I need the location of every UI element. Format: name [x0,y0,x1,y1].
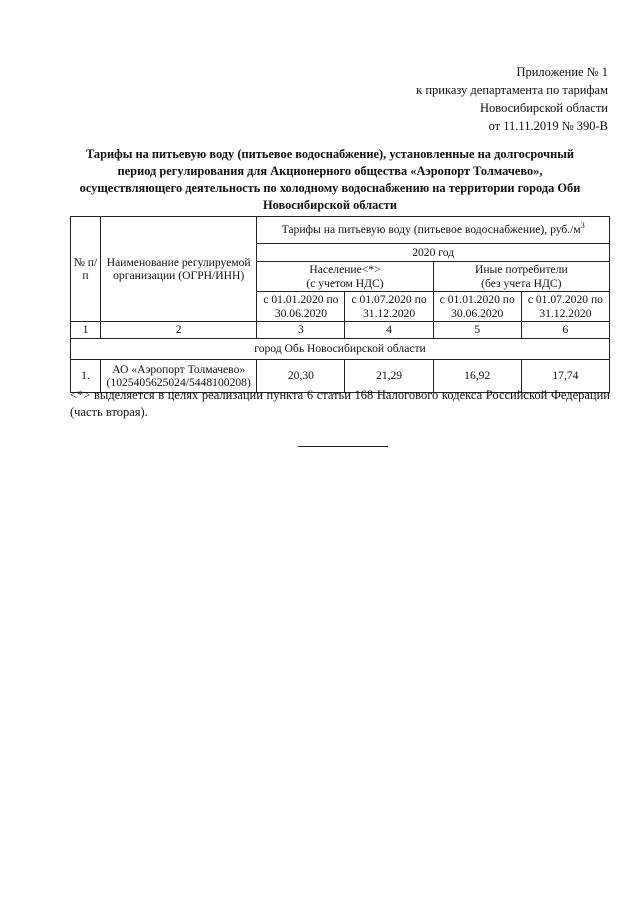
column-number: 2 [101,322,257,339]
header-tariff-text: Тарифы на питьевую воду (питьевое водоснабжение), руб./м [281,223,581,237]
header-period: с 01.01.2020 по 30.06.2020 [257,292,345,322]
header-tariff [257,217,610,244]
header-population-sub: (с учетом НДС) [306,276,384,290]
title-line: Тарифы на питьевую воду (питьевое водоснабжение), установленные на долгосрочный [85,147,575,161]
column-number: 5 [433,322,521,339]
tariff-value: 16,92 [433,360,521,393]
header-population [257,262,433,292]
column-number: 6 [521,322,609,339]
section-row: город Обь Новосибирской области [71,339,610,360]
tariff-value: 21,29 [345,360,433,393]
column-number: 3 [257,322,345,339]
org-name: АО «Аэропорт Толмачево» [112,362,246,376]
header-period: с 01.07.2020 по 31.12.2020 [521,292,609,322]
title-line: осуществляющего деятельность по холодному водоснабжению на территории города Оби [79,181,581,195]
header-no: № п/п [71,217,101,322]
header-period: с 01.01.2020 по 30.06.2020 [433,292,521,322]
header-year: 2020 год [257,244,610,262]
appendix-line: к приказу департамента по тарифам [416,83,608,97]
header-others-sub: (без учета НДС) [481,276,562,290]
header-others [433,262,609,292]
footnote: <*> выделяется в целях реализации пункта 6 статьи 168 Налогового кодекса Российской Федерации (часть вторая). [70,388,610,419]
appendix-line: от 11.11.2019 № 390-В [488,119,608,133]
title-line: период регулирования для Акционерного общества «Аэропорт Толмачево», [117,164,543,178]
header-period: с 01.07.2020 по 31.12.2020 [345,292,433,322]
column-number: 1 [71,322,101,339]
header-others-title: Иные потребители [474,263,568,276]
end-rule [298,446,388,447]
row-number: 1. [71,360,101,393]
column-number: 4 [345,322,433,339]
tariff-value: 17,74 [521,360,609,393]
title-line: Новосибирской области [262,198,398,212]
appendix-header [416,63,608,135]
document-title [60,146,600,214]
appendix-line: Приложение № 1 [516,65,608,79]
tariff-table [70,216,610,393]
appendix-line: Новосибирской области [479,101,608,115]
header-population-title: Население<*> [309,263,381,276]
org-ids: (1025405625024/5448100208) [106,376,251,389]
tariff-value: 20,30 [257,360,345,393]
header-org: Наименование регулируемой организации (ОГРН/ИНН) [101,217,257,322]
header-tariff-sup: 3 [580,221,585,231]
